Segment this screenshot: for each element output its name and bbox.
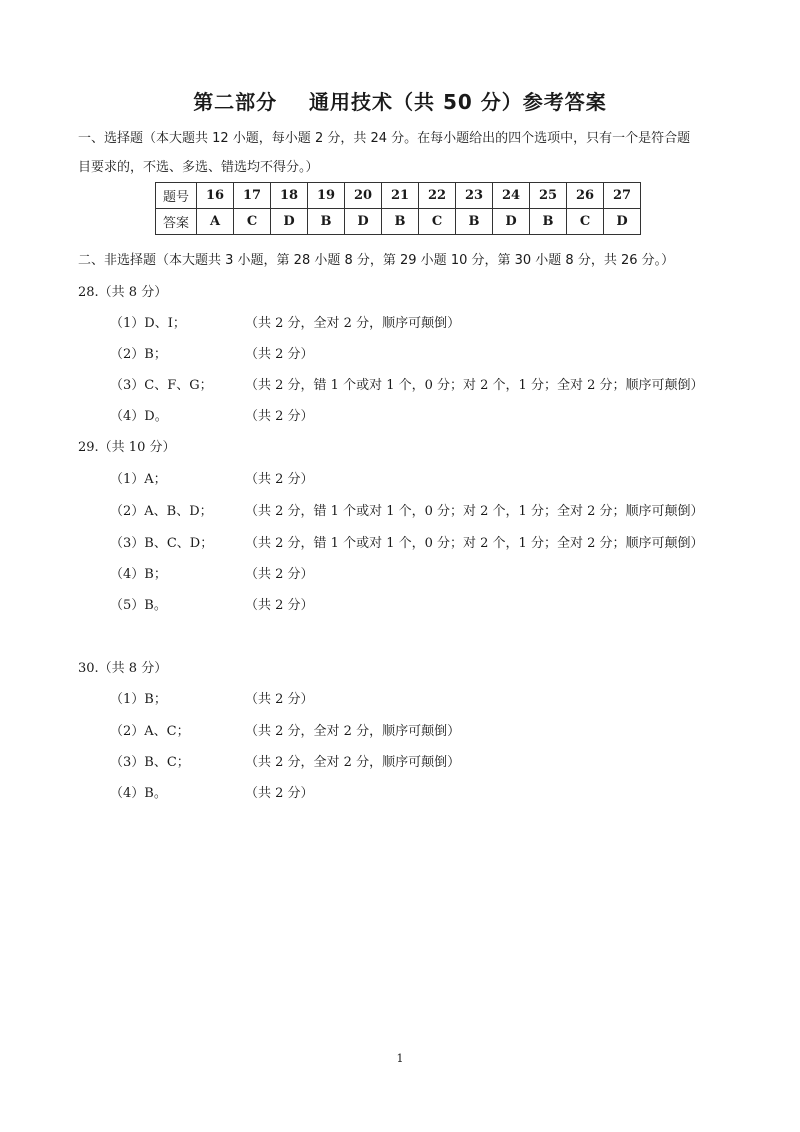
question-number-cell: 21: [382, 183, 419, 209]
question-number-cell: 19: [308, 183, 345, 209]
answer-cell: B: [530, 209, 567, 235]
q29-answer-1: （1）A；: [110, 472, 167, 487]
q30-note-3: （共 2 分，全对 2 分，顺序可颠倒）: [245, 755, 461, 770]
q29-answer-5: （5）B。: [110, 598, 167, 613]
row-label-answer: 答案: [156, 209, 197, 235]
answer-cell: C: [419, 209, 456, 235]
question-number-cell: 16: [197, 183, 234, 209]
q28-answer-4: （4）D。: [110, 409, 168, 424]
q30-answer-3: （3）B、C；: [110, 755, 190, 770]
q30-answer-2: （2）A、C；: [110, 724, 190, 739]
q29-note-4: （共 2 分）: [245, 567, 314, 582]
answer-cell: C: [234, 209, 271, 235]
question-number-row: [156, 183, 641, 209]
q29-answer-2: （2）A、B、D；: [110, 504, 213, 519]
q30-answer-1: （1）B；: [110, 692, 167, 707]
q30-note-4: （共 2 分）: [245, 786, 314, 801]
section1-instructions-line2: 目要求的，不选、多选、错选均不得分。）: [78, 160, 319, 175]
q29-note-2: （共 2 分，错 1 个或对 1 个，0 分；对 2 个，1 分；全对 2 分；顺序可颠倒）: [245, 504, 704, 519]
question-number-cell: 24: [493, 183, 530, 209]
question-number-cell: 18: [271, 183, 308, 209]
q28-note-3: （共 2 分，错 1 个或对 1 个，0 分；对 2 个，1 分；全对 2 分；顺序可颠倒）: [245, 378, 704, 393]
question-number-cell: 23: [456, 183, 493, 209]
question-30-header: 30.（共 8 分）: [78, 661, 168, 676]
question-29-header: 29.（共 10 分）: [78, 440, 176, 455]
answer-cell: A: [197, 209, 234, 235]
q29-note-5: （共 2 分）: [245, 598, 314, 613]
q28-note-4: （共 2 分）: [245, 409, 314, 424]
page-title: 第二部分 通用技术（共 50 分）参考答案: [193, 90, 607, 114]
answer-cell: B: [308, 209, 345, 235]
row-label-question-number: 题号: [156, 183, 197, 209]
answer-cell: B: [382, 209, 419, 235]
question-number-cell: 17: [234, 183, 271, 209]
q28-note-1: （共 2 分，全对 2 分，顺序可颠倒）: [245, 316, 461, 331]
question-number-cell: 22: [419, 183, 456, 209]
section1-instructions-line1: 一、选择题（本大题共 12 小题，每小题 2 分，共 24 分。在每小题给出的四个选项中，只有一个是符合题: [78, 131, 691, 146]
answer-cell: C: [567, 209, 604, 235]
answer-cell: D: [345, 209, 382, 235]
q29-answer-3: （3）B、C、D；: [110, 536, 214, 551]
answer-cell: D: [493, 209, 530, 235]
page-number: 1: [396, 1052, 404, 1065]
section2-header: 二、非选择题（本大题共 3 小题，第 28 小题 8 分，第 29 小题 10 分，第 30 小题 8 分，共 26 分。）: [78, 253, 675, 268]
answer-table: [155, 182, 641, 235]
q30-note-2: （共 2 分，全对 2 分，顺序可颠倒）: [245, 724, 461, 739]
question-number-cell: 20: [345, 183, 382, 209]
q30-answer-4: （4）B。: [110, 786, 167, 801]
q29-note-3: （共 2 分，错 1 个或对 1 个，0 分；对 2 个，1 分；全对 2 分；顺序可颠倒）: [245, 536, 704, 551]
question-number-cell: 26: [567, 183, 604, 209]
q28-answer-2: （2）B；: [110, 347, 167, 362]
question-number-cell: 25: [530, 183, 567, 209]
question-number-cell: 27: [604, 183, 641, 209]
q29-answer-4: （4）B；: [110, 567, 167, 582]
q28-note-2: （共 2 分）: [245, 347, 314, 362]
q28-answer-3: （3）C、F、G；: [110, 378, 213, 393]
answer-cell: D: [271, 209, 308, 235]
q29-note-1: （共 2 分）: [245, 472, 314, 487]
answer-cell: B: [456, 209, 493, 235]
q28-answer-1: （1）D、I；: [110, 316, 186, 331]
q30-note-1: （共 2 分）: [245, 692, 314, 707]
question-28-header: 28.（共 8 分）: [78, 285, 168, 300]
answer-row: [156, 209, 641, 235]
answer-cell: D: [604, 209, 641, 235]
